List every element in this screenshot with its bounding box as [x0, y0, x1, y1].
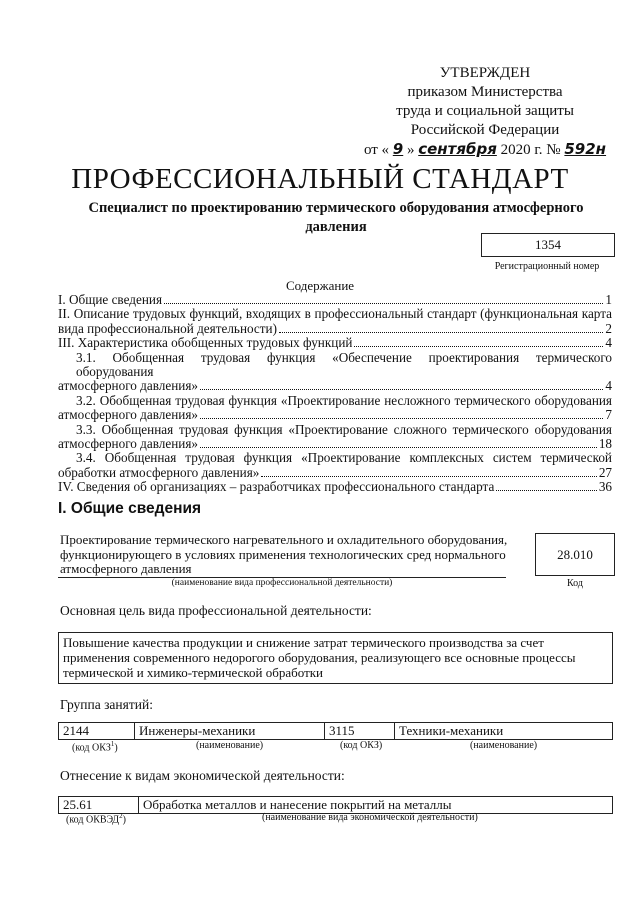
toc-item[interactable]: IV. Сведения об организациях – разработчиках профессионального стандарта 36: [58, 479, 612, 495]
goal-text: Повышение качества продукции и снижение затрат термического производства за счет применения современного недорогого оборудования, реализующего все основные процессы термической и химико-термической обработки: [58, 632, 613, 684]
approval-line: приказом Министерства: [407, 84, 563, 100]
section-heading: I. Общие сведения: [58, 500, 202, 517]
activity-code: 28.010: [535, 533, 615, 576]
approval-month: сентября: [418, 140, 497, 158]
okz-name-cell: Инженеры-механики: [134, 723, 324, 739]
okved-code-cell: 25.61: [58, 797, 138, 813]
goal-heading: Основная цель вида профессиональной деятельности:: [60, 603, 372, 618]
okz-name-caption: (наименование): [196, 740, 264, 751]
approval-number: 592н: [564, 140, 607, 158]
activity-code-caption: Код: [567, 578, 583, 589]
toc-item[interactable]: 3.1. Обобщенная трудовая функция «Обеспечение проектирования термического оборудования атмосферного давления» 4: [58, 349, 612, 394]
document-subtitle: Специалист по проектированию термического оборудования атмосферного давления: [88, 200, 584, 235]
registration-caption: Регистрационный номер: [494, 261, 600, 272]
okz-code-caption: (код ОКЗ$^1$): [72, 740, 118, 754]
toc-item[interactable]: III. Характеристика обобщенных трудовых функций 4: [58, 335, 612, 351]
activity-kind: Проектирование термического нагревательного и охладительного оборудования, функционирующего в условиях применения технологических сред нормального атмосферного давления: [60, 532, 508, 576]
toc-item[interactable]: 3.3. Обобщенная трудовая функция «Проектирование сложного термического оборудования атмосферного давления» 18: [58, 421, 612, 452]
okz-code-caption: (код ОКЗ): [340, 740, 383, 751]
toc-item[interactable]: II. Описание трудовых функций, входящих в профессиональный стандарт (функциональная карта вида профессиональной деятельности) 2: [58, 306, 612, 336]
occupation-groups-row: [58, 722, 613, 740]
okved-code-caption: (код ОКВЭД$^2$): [66, 812, 126, 826]
okz-name-caption: (наименование): [470, 740, 538, 751]
table-of-contents: [58, 293, 612, 495]
okz-name-cell: Техники-механики: [394, 723, 613, 739]
okved-heading: Отнесение к видам экономической деятельности:: [60, 768, 345, 783]
toc-item[interactable]: 3.4. Обобщенная трудовая функция «Проектирование комплексных систем термической обработки атмосферного давления» 27: [58, 450, 612, 480]
toc-item[interactable]: I. Общие сведения 1: [58, 292, 612, 307]
okved-name-cell: Обработка металлов и нанесение покрытий на металлы: [138, 797, 613, 813]
toc-heading: Содержание: [285, 278, 355, 293]
okz-code-cell: 3115: [324, 723, 394, 739]
document-title: ПРОФЕССИОНАЛЬНЫЙ СТАНДАРТ: [71, 163, 569, 195]
toc-item[interactable]: 3.2. Обобщенная трудовая функция «Проектирование несложного термического оборудования атмосферного давления» 7: [58, 392, 612, 423]
registration-number: 1354: [481, 233, 615, 257]
group-heading: Группа занятий:: [60, 697, 153, 712]
activity-kind-caption: (наименование вида профессиональной деятельности): [171, 578, 393, 588]
approval-heading: УТВЕРЖДЕН: [439, 65, 531, 81]
approval-day: 9: [392, 140, 404, 158]
okz-code-cell: 2144: [58, 723, 134, 739]
approval-date-line: от « 9 » сентября 2020 г. № 592н: [363, 140, 607, 158]
approval-line: труда и социальной защиты: [396, 103, 574, 119]
okved-name-caption: (наименование вида экономической деятельности): [262, 812, 478, 823]
approval-block: [360, 64, 610, 160]
approval-line: Российской Федерации: [410, 122, 560, 138]
